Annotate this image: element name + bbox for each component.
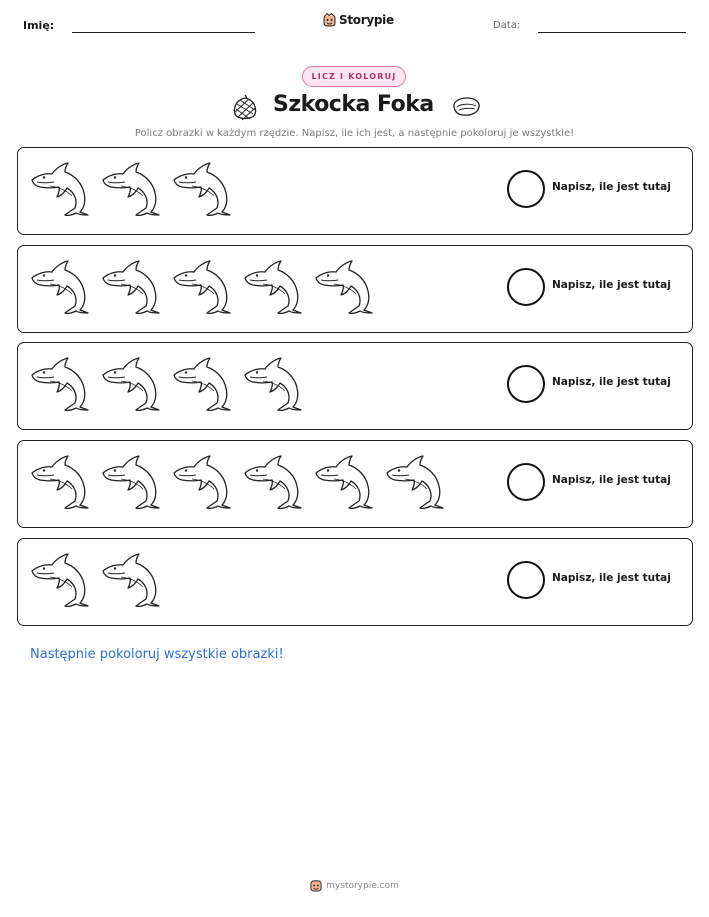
answer-label: Napisz, ile jest tutaj [552, 376, 671, 389]
name-line [72, 32, 255, 33]
dolphin-icon[interactable] [30, 355, 92, 411]
answer-label: Napisz, ile jest tutaj [552, 181, 671, 193]
counting-row [17, 538, 693, 626]
dolphin-icon[interactable] [172, 258, 234, 314]
name-label: Imię: [23, 19, 55, 32]
dolphin-group [30, 160, 234, 216]
dolphin-icon[interactable] [243, 258, 305, 314]
activity-badge: LICZ I KOLORUJ [302, 66, 406, 87]
counting-row [17, 342, 693, 430]
title-row [0, 90, 709, 126]
answer-circle[interactable] [507, 170, 545, 208]
answer-label: Napisz, ile jest tutaj [552, 474, 671, 487]
counting-row [17, 440, 693, 528]
counting-row [17, 245, 693, 333]
footer [0, 879, 709, 892]
page-title: Szkocka Foka [273, 92, 434, 117]
instructions: Policz obrazki w każdym rzędzie. Napisz, ile ich jest, a następnie pokoloruj je wszystkie! [134, 128, 575, 139]
storypie-logo-icon [323, 13, 336, 27]
dolphin-icon[interactable] [101, 258, 163, 314]
dolphin-icon[interactable] [101, 160, 163, 216]
storypie-logo-icon [310, 879, 322, 892]
dolphin-group [30, 258, 376, 314]
dolphin-group [30, 551, 163, 607]
dolphin-icon[interactable] [314, 258, 376, 314]
dolphin-icon[interactable] [101, 355, 163, 411]
dolphin-icon[interactable] [30, 453, 92, 509]
answer-circle[interactable] [507, 365, 545, 403]
dolphin-icon[interactable] [30, 551, 92, 607]
dolphin-icon[interactable] [172, 160, 234, 216]
answer-label: Napisz, ile jest tutaj [552, 571, 671, 584]
dolphin-icon[interactable] [30, 258, 92, 314]
dolphin-icon[interactable] [172, 355, 234, 411]
brand [323, 13, 394, 27]
dolphin-icon[interactable] [243, 355, 305, 411]
answer-circle[interactable] [507, 463, 545, 501]
dolphin-group [30, 453, 447, 509]
brand-name: Storypie [339, 13, 394, 27]
answer-label: Napisz, ile jest tutaj [552, 278, 671, 291]
dolphin-icon[interactable] [101, 551, 163, 607]
dolphin-group [30, 355, 305, 411]
pinecone-icon [231, 93, 259, 123]
dolphin-icon[interactable] [385, 453, 447, 509]
dolphin-icon[interactable] [243, 453, 305, 509]
footer-url: mystorypie.com [326, 880, 399, 891]
worksheet-header [0, 0, 709, 50]
counting-row [17, 147, 693, 235]
counting-rows [17, 147, 693, 635]
date-line [538, 32, 686, 33]
stone-icon [450, 95, 482, 119]
answer-circle[interactable] [507, 268, 545, 306]
dolphin-icon[interactable] [172, 453, 234, 509]
dolphin-icon[interactable] [101, 453, 163, 509]
date-label: Data: [493, 20, 521, 31]
dolphin-icon[interactable] [314, 453, 376, 509]
answer-circle[interactable] [507, 561, 545, 599]
dolphin-icon[interactable] [30, 160, 92, 216]
footer-instruction: Następnie pokoloruj wszystkie obrazki! [30, 647, 284, 662]
